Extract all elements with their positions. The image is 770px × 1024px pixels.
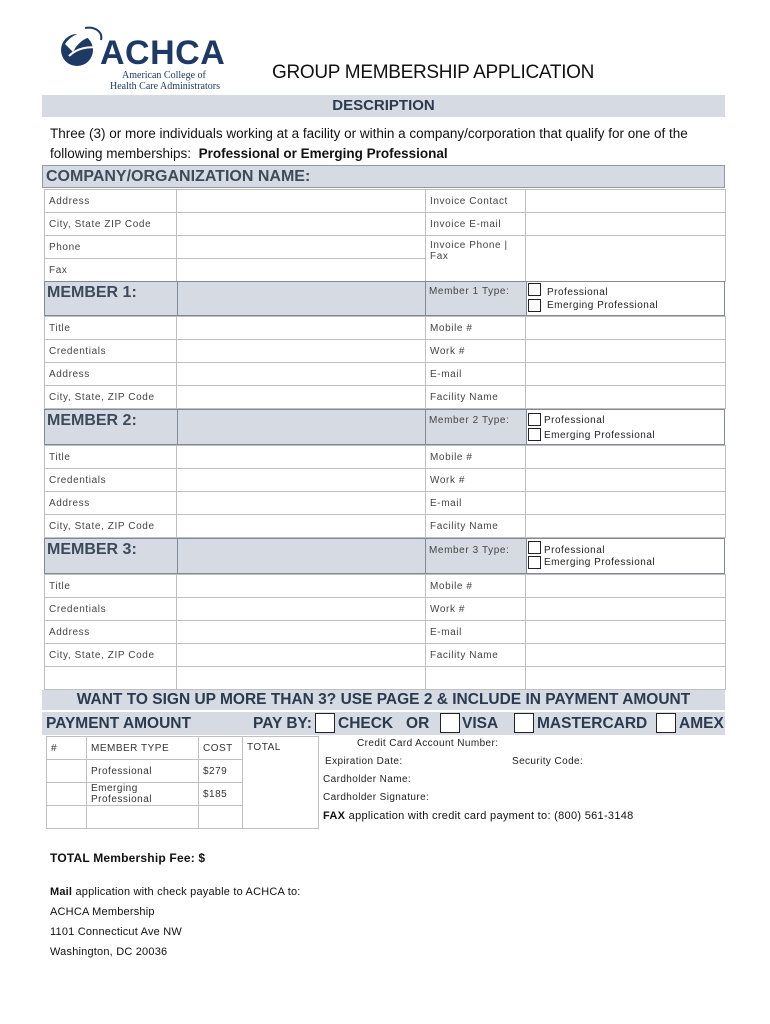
fax-instructions: FAX application with credit card payment to: (800) 561-3148	[323, 810, 634, 822]
m1-title-label: Title	[45, 317, 177, 340]
m3-address-label: Address	[45, 621, 177, 644]
total-fee: TOTAL Membership Fee: $	[50, 851, 206, 865]
extra-cost-field[interactable]	[199, 806, 243, 829]
m1-credentials-label: Credentials	[45, 340, 177, 363]
m1-facility-field[interactable]	[526, 386, 726, 409]
member-2-name-field[interactable]	[178, 410, 425, 444]
professional-qty-field[interactable]	[47, 760, 87, 783]
member-3-name-field[interactable]	[178, 539, 425, 573]
phone-field[interactable]	[177, 236, 426, 259]
m1-work-label: Work #	[426, 340, 526, 363]
m1-address-field[interactable]	[177, 363, 426, 386]
m3-extra-right[interactable]	[426, 667, 526, 690]
m3-facility-field[interactable]	[526, 644, 726, 667]
payment-table	[46, 736, 319, 829]
m2-title-field[interactable]	[177, 446, 426, 469]
m2-mobile-field[interactable]	[526, 446, 726, 469]
m1-facility-label: Facility Name	[426, 386, 526, 409]
member-3-emerging-checkbox[interactable]	[528, 556, 541, 569]
professional-type: Professional	[87, 760, 199, 783]
mastercard-checkbox[interactable]	[514, 713, 534, 733]
security-code-label: Security Code:	[512, 756, 584, 767]
m2-credentials-label: Credentials	[45, 469, 177, 492]
col-number: #	[47, 737, 87, 760]
member-2-emerging-label: Emerging Professional	[544, 430, 656, 441]
member-1-professional-label: Professional	[547, 287, 609, 298]
m2-address-field[interactable]	[177, 492, 426, 515]
company-table	[44, 189, 726, 282]
cc-account-label: Credit Card Account Number:	[357, 738, 499, 749]
m3-work-field[interactable]	[526, 598, 726, 621]
m3-work-label: Work #	[426, 598, 526, 621]
member-1-emerging-label: Emerging Professional	[547, 300, 659, 311]
member-1-professional-checkbox[interactable]	[528, 283, 541, 296]
extra-qty-field[interactable]	[47, 806, 87, 829]
m1-mobile-field[interactable]	[526, 317, 726, 340]
member-2-title: MEMBER 2:	[47, 412, 137, 429]
logo-wordmark: ACHCA	[100, 34, 226, 72]
address-line-2: 1101 Connecticut Ave NW	[50, 926, 182, 938]
check-checkbox[interactable]	[315, 713, 335, 733]
member-1-table	[44, 316, 726, 409]
m2-facility-field[interactable]	[526, 515, 726, 538]
m1-email-label: E-mail	[426, 363, 526, 386]
emerging-qty-field[interactable]	[47, 783, 87, 806]
logo-subtitle: American College of Health Care Administrators	[110, 70, 220, 92]
extra-type-field[interactable]	[87, 806, 199, 829]
cardholder-signature-label: Cardholder Signature:	[323, 792, 430, 803]
m2-mobile-label: Mobile #	[426, 446, 526, 469]
m2-email-field[interactable]	[526, 492, 726, 515]
address-line-1: ACHCA Membership	[50, 906, 155, 918]
mastercard-label: MASTERCARD	[537, 715, 648, 732]
m2-title-label: Title	[45, 446, 177, 469]
invoice-contact-field[interactable]	[526, 190, 726, 213]
m1-city-label: City, State, ZIP Code	[45, 386, 177, 409]
m2-credentials-field[interactable]	[177, 469, 426, 492]
member-3-professional-label: Professional	[544, 545, 606, 556]
amex-label: AMEX	[679, 715, 724, 732]
invoice-email-field[interactable]	[526, 213, 726, 236]
mail-instructions: Mail application with check payable to ACHCA to:	[50, 886, 301, 898]
m1-title-field[interactable]	[177, 317, 426, 340]
payment-amount-label: PAYMENT AMOUNT	[46, 715, 191, 732]
m3-credentials-label: Credentials	[45, 598, 177, 621]
m2-address-label: Address	[45, 492, 177, 515]
m3-facility-label: Facility Name	[426, 644, 526, 667]
address-field[interactable]	[177, 190, 426, 213]
page-title: GROUP MEMBERSHIP APPLICATION	[272, 62, 595, 83]
professional-cost: $279	[199, 760, 243, 783]
description-text: Three (3) or more individuals working at a facility or within a company/corporation that qualify for one of the following memberships: Professional or Emerging Professional	[50, 126, 688, 161]
invoice-contact-label: Invoice Contact	[426, 190, 526, 213]
fax-field[interactable]	[177, 259, 426, 282]
m2-work-label: Work #	[426, 469, 526, 492]
m2-city-label: City, State, ZIP Code	[45, 515, 177, 538]
m3-city-label: City, State, ZIP Code	[45, 644, 177, 667]
member-3-emerging-label: Emerging Professional	[544, 557, 656, 568]
visa-checkbox[interactable]	[440, 713, 460, 733]
visa-label: VISA	[462, 715, 499, 732]
col-member-type: MEMBER TYPE	[87, 737, 199, 760]
m3-extra-field[interactable]	[177, 667, 426, 690]
member-3-title: MEMBER 3:	[47, 541, 137, 558]
member-2-professional-label: Professional	[544, 415, 606, 426]
m3-extra-right-field[interactable]	[526, 667, 726, 690]
member-3-professional-checkbox[interactable]	[528, 541, 541, 554]
m3-email-label: E-mail	[426, 621, 526, 644]
member-2-professional-checkbox[interactable]	[528, 413, 541, 426]
m3-extra-left[interactable]	[45, 667, 177, 690]
fax-label: Fax	[45, 259, 177, 282]
m2-email-label: E-mail	[426, 492, 526, 515]
m1-credentials-field[interactable]	[177, 340, 426, 363]
m3-address-field[interactable]	[177, 621, 426, 644]
invoice-phone-fax-field[interactable]	[526, 236, 726, 282]
m3-title-label: Title	[45, 575, 177, 598]
m1-email-field[interactable]	[526, 363, 726, 386]
check-label: CHECK OR	[338, 715, 430, 732]
m3-title-field[interactable]	[177, 575, 426, 598]
phone-label: Phone	[45, 236, 177, 259]
invoice-phone-fax-label: Invoice Phone | Fax	[426, 236, 526, 282]
member-1-title: MEMBER 1:	[47, 284, 137, 301]
m3-credentials-field[interactable]	[177, 598, 426, 621]
emerging-type: Emerging Professional	[87, 783, 199, 806]
amex-checkbox[interactable]	[656, 713, 676, 733]
m1-work-field[interactable]	[526, 340, 726, 363]
city-state-zip-field[interactable]	[177, 213, 426, 236]
member-2-type-label: Member 2 Type:	[429, 415, 510, 426]
m1-city-field[interactable]	[177, 386, 426, 409]
sign-up-more-text: WANT TO SIGN UP MORE THAN 3? USE PAGE 2 & INCLUDE IN PAYMENT AMOUNT	[76, 691, 691, 708]
cardholder-name-label: Cardholder Name:	[323, 774, 412, 785]
member-1-name-field[interactable]	[178, 282, 425, 315]
pay-by-label: PAY BY:	[253, 715, 312, 732]
invoice-email-label: Invoice E-mail	[426, 213, 526, 236]
description-heading: DESCRIPTION	[332, 97, 435, 114]
m1-mobile-label: Mobile #	[426, 317, 526, 340]
member-3-table	[44, 574, 726, 690]
address-line-3: Washington, DC 20036	[50, 946, 168, 958]
member-1-emerging-checkbox[interactable]	[528, 299, 541, 312]
col-total: TOTAL	[243, 737, 319, 829]
member-2-table	[44, 445, 726, 538]
emerging-cost: $185	[199, 783, 243, 806]
m1-address-label: Address	[45, 363, 177, 386]
member-3-type-label: Member 3 Type:	[429, 545, 510, 556]
member-1-type-label: Member 1 Type:	[429, 286, 510, 297]
member-2-emerging-checkbox[interactable]	[528, 428, 541, 441]
expiration-label: Expiration Date:	[325, 756, 403, 767]
m3-email-field[interactable]	[526, 621, 726, 644]
m3-mobile-label: Mobile #	[426, 575, 526, 598]
city-state-zip-label: City, State ZIP Code	[45, 213, 177, 236]
m3-mobile-field[interactable]	[526, 575, 726, 598]
address-label: Address	[45, 190, 177, 213]
company-heading: COMPANY/ORGANIZATION NAME:	[46, 168, 311, 185]
col-cost: COST	[199, 737, 243, 760]
m2-facility-label: Facility Name	[426, 515, 526, 538]
m2-work-field[interactable]	[526, 469, 726, 492]
m3-city-field[interactable]	[177, 644, 426, 667]
m2-city-field[interactable]	[177, 515, 426, 538]
